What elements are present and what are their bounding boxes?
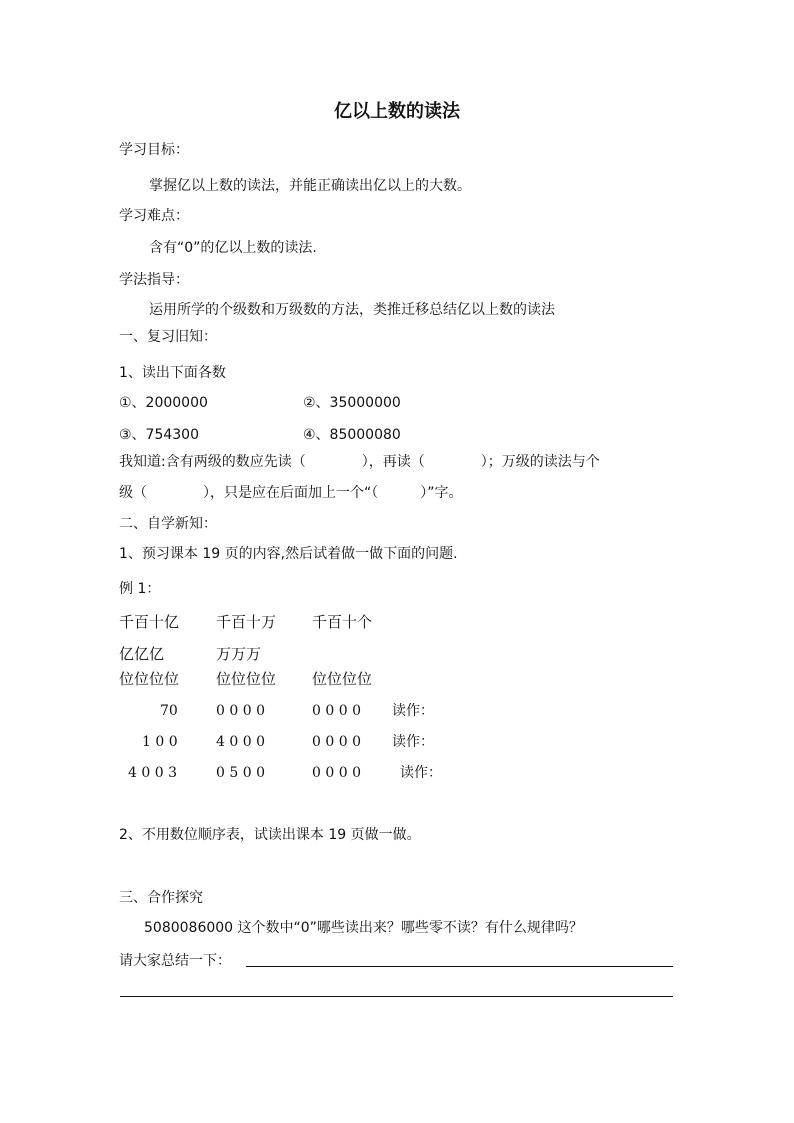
know-line-2: 级（ ），只是应在后面加上一个“（ ）”字。 [119,485,463,501]
objective-text: 掌握亿以上数的读法，并能正确读出亿以上的大数。 [149,178,471,194]
review-item-3: ③、754300 [119,427,199,443]
guidance-label: 学法指导： [119,272,189,288]
place-header-2-b: 万万万 [216,645,262,663]
guidance-text: 运用所学的个级数和万级数的方法，类推迁移总结亿以上数的读法 [149,302,555,318]
place-header-3-c: 位位位位 [312,670,373,688]
place-header-1-b: 千百十万 [216,613,277,631]
place-header-3-b: 位位位位 [216,670,277,688]
section1-question: 1、读出下面各数 [119,365,226,381]
example-row-3-yi: 4 0 0 3 [128,765,177,781]
example-row-1-yi: 70 [160,703,178,719]
section3-question: 5080086000 这个数中“0”哪些读出来？哪些零不读？有什么规律吗？ [144,920,583,936]
difficulty-label: 学习难点： [119,208,189,224]
example-row-2-read: 读作： [392,734,434,750]
example-row-2-ge: 0 0 0 0 [312,734,361,750]
place-header-1-a: 千百十亿 [119,613,180,631]
objective-label: 学习目标： [119,142,189,158]
review-item-4: ④、85000080 [303,427,401,443]
example-row-3-ge: 0 0 0 0 [312,765,361,781]
example-row-1-wan: 0 0 0 0 [216,703,265,719]
section2-question-1: 1、预习课本 19 页的内容,然后试着做一做下面的问题. [119,546,458,562]
section1-heading: 一、复习旧知： [119,329,217,345]
summary-answer-line-1[interactable] [246,966,673,967]
difficulty-text: 含有“0”的亿以上数的读法. [149,240,317,256]
section2-heading: 二、自学新知： [119,516,217,532]
summary-label: 请大家总结一下： [119,953,231,969]
review-item-2: ②、35000000 [303,395,401,411]
review-item-1: ①、2000000 [119,395,208,411]
example-row-2-yi: 1 0 0 [142,734,178,750]
place-header-2-a: 亿亿亿 [119,645,165,663]
example-row-2-wan: 4 0 0 0 [216,734,265,750]
example-row-1-ge: 0 0 0 0 [312,703,361,719]
section2-question-2: 2、不用数位顺序表，试读出课本 19 页做一做。 [119,827,421,843]
example-row-3-read: 读作： [400,765,442,781]
page-title: 亿以上数的读法 [334,101,460,122]
example-label: 例 1： [119,581,161,597]
place-header-1-c: 千百十个 [312,613,373,631]
example-row-3-wan: 0 5 0 0 [216,765,265,781]
summary-answer-line-2[interactable] [120,996,673,997]
section3-heading: 三、合作探究 [119,890,203,906]
know-line-1: 我知道:含有两级的数应先读（ ），再读（ ）；万级的读法与个 [119,454,600,470]
example-row-1-read: 读作： [392,703,434,719]
place-header-3-a: 位位位位 [119,670,180,688]
